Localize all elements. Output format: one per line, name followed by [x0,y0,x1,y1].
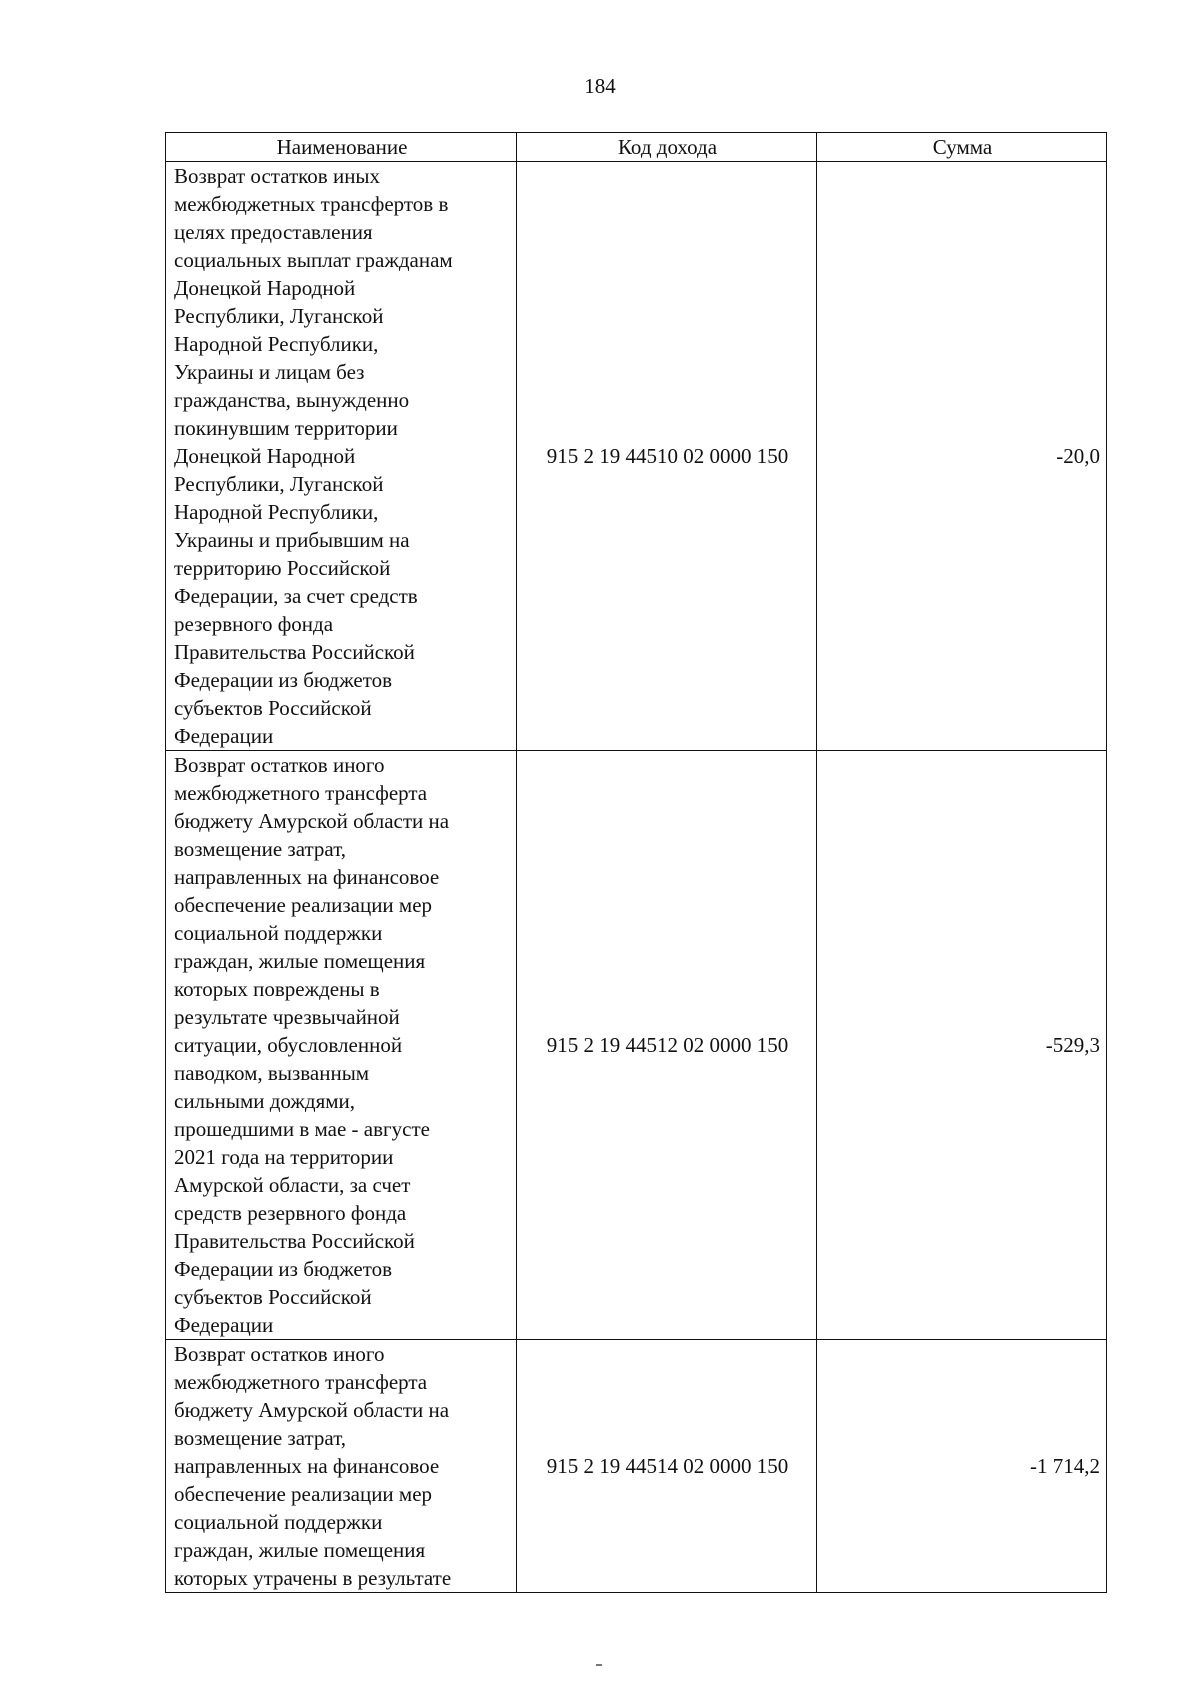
header-code: Код дохода [517,133,817,162]
row-sum-cell: -1 714,2 [817,1340,1107,1593]
revenue-table [165,132,1107,1593]
table-header-row [166,133,1107,162]
row-sum-cell: -20,0 [817,162,1107,751]
table-row [166,162,1107,751]
row-name-cell: Возврат остатков иного межбюджетного трансферта бюджету Амурской области на возмещение затрат, направленных на финансовое обеспечение реализации мер социальной поддержки граждан, жилые помещения которых повреждены в результате чрезвычайной ситуации, обусловленной паводком, вызванным сильными дождями, прошедшими в мае - августе 2021 года на территории Амурской области, за счет средств резервного фонда Правительства Российской Федерации из бюджетов субъектов Российской Федерации [166,751,517,1340]
row-code-cell: 915 2 19 44510 02 0000 150 [517,162,817,751]
page-number: 184 [584,74,616,98]
row-code-cell: 915 2 19 44514 02 0000 150 [517,1340,817,1593]
header-sum: Сумма [817,133,1107,162]
row-sum-cell: -529,3 [817,751,1107,1340]
table-row [166,1340,1107,1593]
header-name: Наименование [166,133,517,162]
row-code-cell: 915 2 19 44512 02 0000 150 [517,751,817,1340]
row-name-cell: Возврат остатков иных межбюджетных трансфертов в целях предоставления социальных выплат гражданам Донецкой Народной Республики, Луганской Народной Республики, Украины и лицам без гражданства, вынужденно покинувшим территории Донецкой Народной Республики, Луганской Народной Республики, Украины и прибывшим на территорию Российской Федерации, за счет средств резервного фонда Правительства Российской Федерации из бюджетов субъектов Российской Федерации [166,162,517,751]
table-row [166,751,1107,1340]
row-name-cell: Возврат остатков иного межбюджетного трансферта бюджету Амурской области на возмещение затрат, направленных на финансовое обеспечение реализации мер социальной поддержки граждан, жилые помещения которых утрачены в результате [166,1340,517,1593]
scan-speck [596,1664,602,1666]
